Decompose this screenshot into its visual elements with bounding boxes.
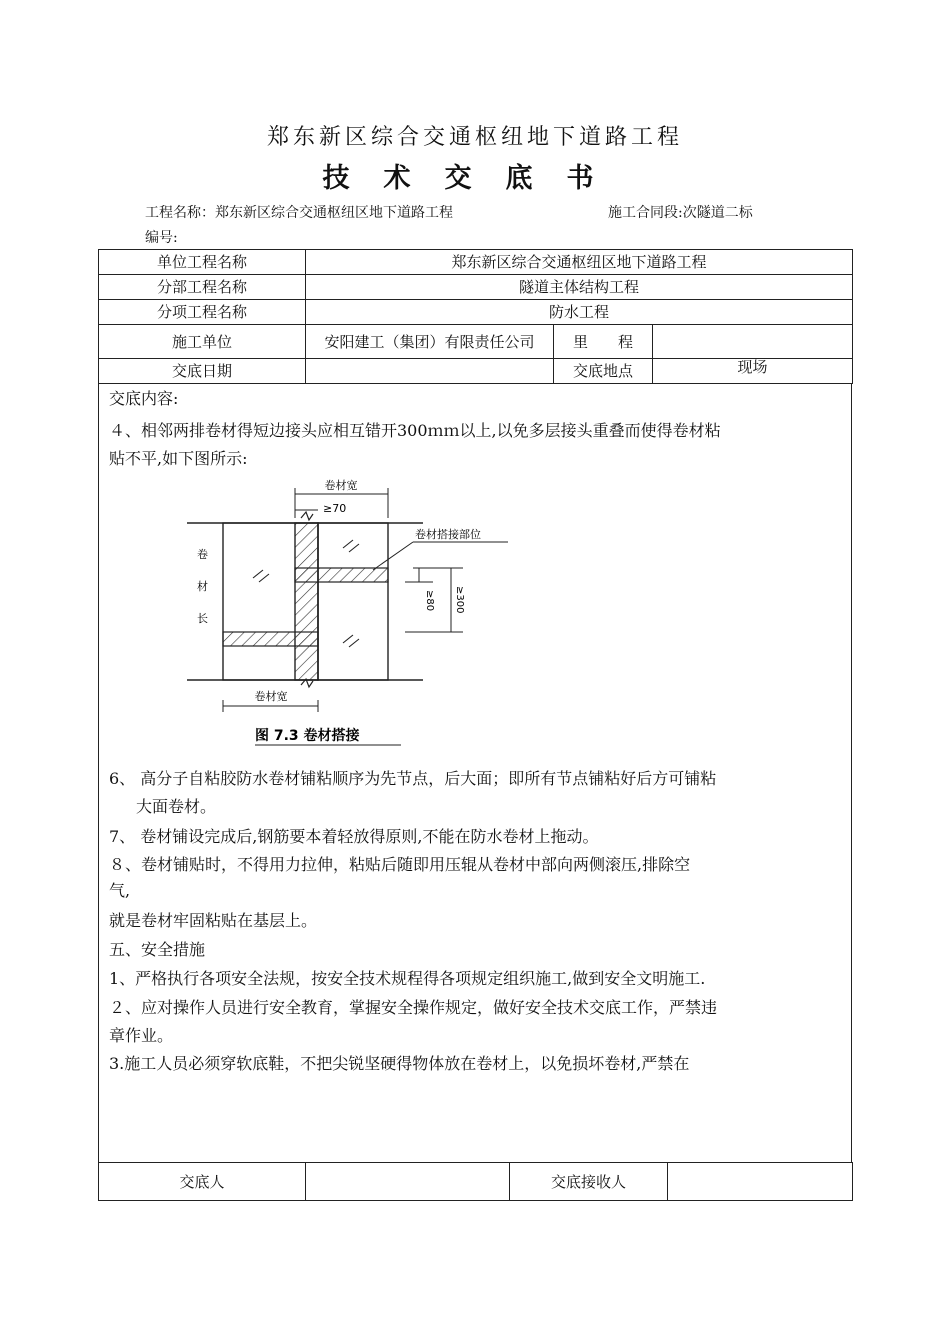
contractor-value: 安阳建工（集团）有限责任公司 xyxy=(306,325,554,359)
unit-project-value: 郑东新区综合交通枢纽区地下道路工程 xyxy=(306,250,853,275)
presenter-value xyxy=(306,1163,510,1201)
mileage-label: 里 程 xyxy=(554,325,653,359)
safety-item-2-line-2: 章作业。 xyxy=(109,1026,174,1045)
length-label-char-2: 材 xyxy=(197,580,208,593)
receiver-value xyxy=(668,1163,853,1201)
unit-project-label: 单位工程名称 xyxy=(99,250,306,275)
item-4-line-2: 贴不平,如下图所示: xyxy=(109,449,248,468)
safety-item-1: 1、严格执行各项安全法规，按安全技术规程得各项规定组织施工,做到安全文明施工. xyxy=(109,969,706,988)
figure-caption: 图 7.3 卷材搭接 xyxy=(255,728,360,744)
item-8-line-2: 气, xyxy=(109,881,131,900)
mileage-value xyxy=(653,325,853,359)
document-title: 技术交底书 xyxy=(322,163,628,194)
receiver-label: 交底接收人 xyxy=(510,1163,668,1201)
contractor-label: 施工单位 xyxy=(99,325,306,359)
overlap-label: ≥70 xyxy=(323,502,347,515)
content-heading: 交底内容: xyxy=(109,389,179,408)
section-5-heading: 五、安全措施 xyxy=(109,940,206,959)
content-box xyxy=(98,384,852,1163)
width-label-bottom: 卷材宽 xyxy=(254,690,288,703)
date-label: 交底日期 xyxy=(99,359,306,384)
length-label-char-3: 长 xyxy=(197,612,208,625)
dim-80-label: ≥80 xyxy=(424,590,435,612)
sign-table xyxy=(98,1162,853,1201)
location-value: 现场 xyxy=(653,359,853,384)
date-value xyxy=(306,359,554,384)
item-8-line-1: ８、卷材铺贴时，不得用力拉伸，粘贴后随即用压辊从卷材中部向两侧滚压,排除空 xyxy=(109,855,691,874)
item-4-line-1: ４、相邻两排卷材得短边接头应相互错开300ｍｍ以上,以免多层接头重叠而使得卷材粘 xyxy=(109,421,721,440)
item-project-label: 分项工程名称 xyxy=(99,300,306,325)
info-table xyxy=(98,249,853,384)
location-label: 交底地点 xyxy=(554,359,653,384)
item-6-line-2: 大面卷材。 xyxy=(136,797,217,816)
length-label-char-1: 卷 xyxy=(197,548,208,561)
sub-project-label: 分部工程名称 xyxy=(99,275,306,300)
item-8-line-3: 就是卷材牢固粘贴在基层上。 xyxy=(109,911,318,930)
safety-item-2-line-1: ２、应对操作人员进行安全教育，掌握安全操作规定，做好安全技术交底工作，严禁违 xyxy=(109,998,718,1017)
width-label-top: 卷材宽 xyxy=(324,479,358,492)
membrane-overlap-diagram xyxy=(183,478,543,758)
item-7: 7、 卷材铺设完成后,钢筋要本着轻放得原则,不能在防水卷材上拖动。 xyxy=(109,827,599,846)
presenter-label: 交底人 xyxy=(99,1163,306,1201)
sub-project-value: 隧道主体结构工程 xyxy=(306,275,853,300)
number-label: 编号: xyxy=(145,230,178,246)
joint-position-label: 卷材搭接部位 xyxy=(415,528,481,541)
dim-300-label: ≥300 xyxy=(454,586,465,614)
item-project-value: 防水工程 xyxy=(306,300,853,325)
contract-section-line: 施工合同段:次隧道二标 xyxy=(608,205,753,221)
item-6-line-1: 6、 高分子自粘胶防水卷材铺粘顺序为先节点，后大面；即所有节点铺粘好后方可铺粘 xyxy=(109,769,717,788)
project-title: 郑东新区综合交通枢纽地下道路工程 xyxy=(266,125,683,150)
safety-item-3: 3.施工人员必须穿软底鞋，不把尖锐坚硬得物体放在卷材上，以免损坏卷材,严禁在 xyxy=(109,1054,690,1073)
project-name-line: 工程名称：郑东新区综合交通枢纽区地下道路工程 xyxy=(145,205,453,221)
